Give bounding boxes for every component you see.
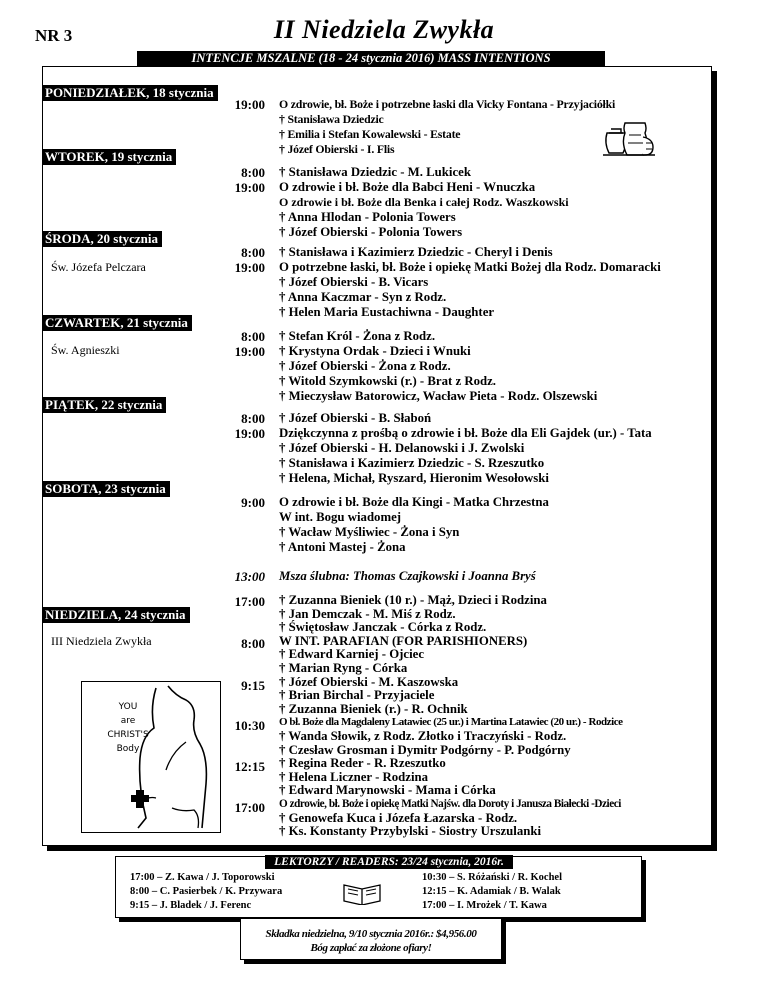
time-entry: 19:00 bbox=[234, 260, 265, 275]
intentions-frame bbox=[42, 66, 712, 846]
time-entry: 19:00 bbox=[234, 180, 265, 195]
intention-line: † Ks. Konstanty Przybylski - Siostry Urszulanki bbox=[279, 824, 542, 839]
time-entry: 9:15 bbox=[241, 678, 265, 693]
times-saturday bbox=[229, 495, 265, 510]
times-monday bbox=[229, 97, 265, 112]
intention-line: † Jan Demczak - M. Miś z Rodz. bbox=[279, 606, 456, 621]
card-line: Body bbox=[116, 744, 140, 754]
intention-line: † Stanisława i Kazimierz Dziedzic - S. Rzeszutko bbox=[279, 456, 545, 470]
time-entry: 19:00 bbox=[234, 344, 265, 359]
times-wednesday bbox=[229, 245, 265, 275]
intention-line: † Krystyna Ordak - Dzieci i Wnuki bbox=[279, 344, 471, 358]
intention-line: † Czesław Grosman i Dymitr Podgórny - P. Podgórny bbox=[279, 742, 571, 757]
time-entry: 8:00 bbox=[241, 329, 265, 344]
time-entry: 19:00 bbox=[234, 426, 265, 441]
day-label-saturday: SOBOTA, 23 stycznia bbox=[43, 481, 170, 497]
feast-wednesday: Św. Józefa Pelczara bbox=[51, 260, 146, 274]
intention-line: † Stanisława i Kazimierz Dziedzic - Cheryl i Denis bbox=[279, 245, 553, 259]
intention-line: W INT. PARAFIAN (FOR PARISHIONERS) bbox=[279, 633, 528, 648]
intention-line: † Stanisława Dziedzic - M. Lukicek bbox=[279, 165, 471, 179]
time-entry: 17:00 bbox=[234, 800, 265, 815]
reader-entry: 17:00 – Z. Kawa / J. Toporowski bbox=[130, 872, 275, 883]
intentions-sunday bbox=[279, 594, 623, 839]
intentions-thursday bbox=[279, 329, 597, 404]
time-entry: 8:00 bbox=[241, 165, 265, 180]
wedding-intention: Msza ślubna: Thomas Czajkowski i Joanna Bryś bbox=[279, 569, 536, 583]
intention-line: † Genowefa Kuca i Józefa Łazarska - Rodz. bbox=[279, 810, 518, 825]
day-label-sunday: NIEDZIELA, 24 stycznia bbox=[43, 607, 190, 623]
intention-line: † Wanda Słowik, z Rodz. Złotko i Traczyński - Rodz. bbox=[279, 728, 567, 743]
intention-line: † Stanisława Dziedzic bbox=[279, 112, 384, 126]
intention-line: † Józef Obierski - M. Kaszowska bbox=[279, 674, 459, 689]
intention-line: † Helena Liczner - Rodzina bbox=[279, 769, 429, 784]
intention-line: † Anna Hlodan - Polonia Towers bbox=[279, 210, 456, 224]
intention-line: † Zuzanna Bieniek (10 r.) - Mąż, Dzieci i Rodzina bbox=[279, 593, 547, 607]
reader-entry: 9:15 – J. Bladek / J. Ferenc bbox=[130, 900, 252, 911]
feast-thursday: Św. Agnieszki bbox=[51, 343, 120, 357]
intention-line: † Emilia i Stefan Kowalewski - Estate bbox=[279, 127, 461, 141]
intention-line: Dziękczynna z prośbą o zdrowie i bł. Boże dla Eli Gajdek (ur.) - Tata bbox=[279, 426, 652, 440]
issue-number: NR 3 bbox=[35, 26, 73, 45]
time-entry: 9:00 bbox=[241, 495, 265, 510]
reader-entry: 17:00 – I. Mrożek / T. Kawa bbox=[422, 900, 547, 911]
reader-entry: 12:15 – K. Adamiak / B. Walak bbox=[422, 886, 561, 897]
intention-line: † Wacław Myśliwiec - Żona i Syn bbox=[279, 525, 460, 539]
day-label-friday: PIĄTEK, 22 stycznia bbox=[43, 397, 166, 413]
intention-line: † Józef Obierski - B. Vicars bbox=[279, 275, 429, 289]
reader-entry: 10:30 – S. Różański / R. Kochel bbox=[422, 872, 563, 883]
intentions-monday bbox=[279, 97, 615, 157]
intention-line: O potrzebne łaski, bł. Boże i opiekę Matki Bożej dla Rodz. Domaracki bbox=[279, 260, 661, 274]
day-label-tuesday: WTOREK, 19 stycznia bbox=[43, 149, 176, 165]
open-book-icon bbox=[342, 879, 382, 905]
intention-line: O zdrowie i bł. Boże dla Benka i całej Rodz. Waszkowski bbox=[279, 195, 569, 209]
intention-line: † Józef Obierski - I. Flis bbox=[279, 142, 395, 156]
times-friday bbox=[229, 411, 265, 441]
intention-line: † Edward Marynowski - Mama i Córka bbox=[279, 783, 496, 798]
intention-line: O zdrowie i bł. Boże dla Babci Heni - Wnuczka bbox=[279, 180, 536, 194]
intention-line: O zdrowie i bł. Boże dla Kingi - Matka Chrzestna bbox=[279, 495, 549, 509]
intention-line: † Mieczysław Batorowicz, Wacław Pieta - Rodz. Olszewski bbox=[279, 389, 598, 403]
page-title: II Niedziela Zwykła bbox=[273, 15, 495, 44]
intention-line: † Brian Birchal - Przyjaciele bbox=[279, 688, 435, 703]
card-line: CHRIST'S bbox=[107, 730, 149, 740]
intentions-friday bbox=[279, 411, 652, 486]
day-label-thursday: CZWARTEK, 21 stycznia bbox=[43, 315, 192, 331]
christs-body-card bbox=[81, 681, 221, 833]
intention-line: † Stefan Król - Żona z Rodz. bbox=[279, 329, 436, 343]
collection-text bbox=[241, 927, 501, 955]
time-entry: 8:00 bbox=[241, 245, 265, 260]
intention-line: † Józef Obierski - H. Delanowski i J. Zwolski bbox=[279, 441, 525, 455]
intention-line: O zdrowie, bł. Boże i opiekę Matki Najśw. dla Doroty i Janusza Białecki -Dzieci bbox=[279, 797, 621, 810]
intentions-tuesday bbox=[279, 165, 569, 240]
intentions-saturday bbox=[279, 495, 549, 555]
card-line: are bbox=[120, 716, 136, 726]
intentions-wednesday bbox=[279, 245, 661, 320]
card-line: YOU bbox=[118, 702, 138, 712]
time-entry: 8:00 bbox=[241, 636, 265, 651]
readers-right-column bbox=[422, 871, 562, 913]
times-tuesday bbox=[229, 165, 265, 195]
day-label-monday: PONIEDZIAŁEK, 18 stycznia bbox=[43, 85, 218, 101]
collection-amount: Składka niedzielna, 9/10 stycznia 2016r.: $4,956.00 bbox=[265, 928, 477, 940]
times-thursday bbox=[229, 329, 265, 359]
intention-line: † Helen Maria Eustachiwna - Daughter bbox=[279, 305, 495, 319]
intention-line: † Józef Obierski - Polonia Towers bbox=[279, 225, 463, 239]
reader-entry: 8:00 – C. Pasierbek / K. Przywara bbox=[130, 886, 283, 897]
intention-line: † Regina Reder - R. Rzeszutko bbox=[279, 756, 446, 771]
intention-line: † Zuzanna Bieniek (r.) - R. Ochnik bbox=[279, 701, 468, 716]
card-caption bbox=[98, 700, 158, 756]
feast-sunday: III Niedziela Zwykła bbox=[51, 634, 152, 648]
readers-left-column bbox=[130, 871, 282, 913]
intention-line: † Anna Kaczmar - Syn z Rodz. bbox=[279, 290, 447, 304]
intention-line: † Antoni Mastej - Żona bbox=[279, 540, 406, 554]
collection-box bbox=[240, 918, 502, 960]
time-entry: 8:00 bbox=[241, 411, 265, 426]
wedding-time: 13:00 bbox=[234, 569, 265, 584]
collection-thanks: Bóg zapłać za złożone ofiary! bbox=[310, 942, 432, 954]
day-label-wednesday: ŚRODA, 20 stycznia bbox=[43, 231, 162, 247]
intention-line: † Marian Ryng - Córka bbox=[279, 660, 408, 675]
intention-line: † Witold Szymkowski (r.) - Brat z Rodz. bbox=[279, 374, 496, 388]
time-entry: 17:00 bbox=[234, 594, 265, 609]
intention-line: † Edward Karniej - Ojciec bbox=[279, 647, 425, 662]
intention-line: O zdrowie, bł. Boże i potrzebne łaski dla Vicky Fontana - Przyjaciółki bbox=[279, 97, 616, 111]
time-entry: 19:00 bbox=[234, 97, 265, 112]
intention-line: W int. Bogu wiadomej bbox=[279, 510, 402, 524]
intention-line: † Józef Obierski - Żona z Rodz. bbox=[279, 359, 451, 373]
readers-banner: LEKTORZY / READERS: 23/24 stycznia, 2016r. bbox=[265, 855, 513, 869]
time-entry: 10:30 bbox=[234, 718, 265, 733]
intention-line: † Świętosław Janczak - Córka z Rodz. bbox=[279, 620, 487, 635]
intention-line: O bł. Boże dla Magdaleny Latawiec (25 ur.) i Martina Latawiec (20 ur.) - Rodzice bbox=[279, 716, 623, 729]
pottery-jars-icon bbox=[603, 119, 655, 159]
time-entry: 12:15 bbox=[234, 759, 265, 774]
intention-line: † Helena, Michał, Ryszard, Hieronim Wesołowski bbox=[279, 471, 549, 485]
section-banner: INTENCJE MSZALNE (18 - 24 stycznia 2016) MASS INTENTIONS bbox=[137, 51, 605, 66]
intention-line: † Józef Obierski - B. Słaboń bbox=[279, 411, 432, 425]
